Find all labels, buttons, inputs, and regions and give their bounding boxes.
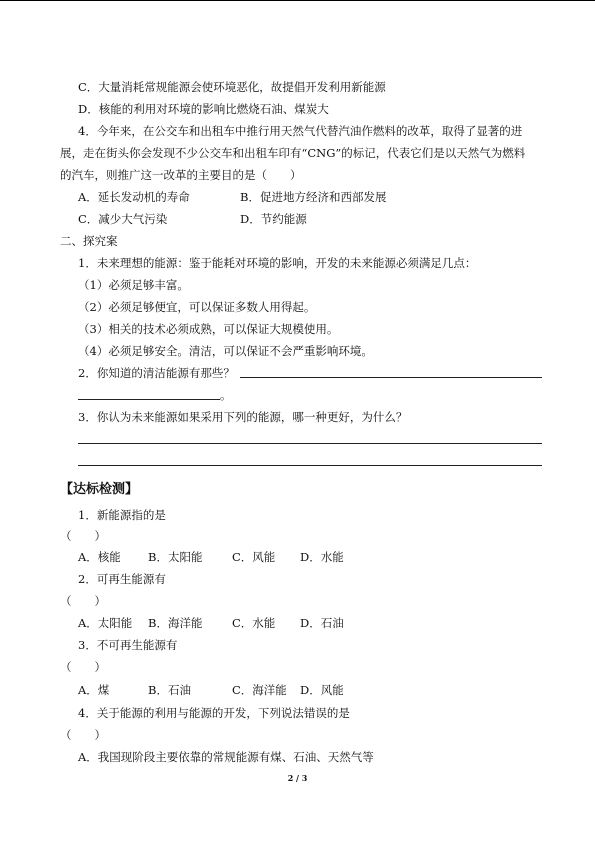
- condition-2: （2）必须足够便宜，可以保证多数人用得起。: [78, 300, 316, 314]
- answer-line-2a[interactable]: [240, 377, 542, 378]
- item2-period: 。: [220, 388, 232, 402]
- test-q1-option-b: B．太阳能: [148, 550, 203, 564]
- answer-line-2b[interactable]: [78, 399, 220, 400]
- q4-option-b: B．促进地方经济和西部发展: [240, 190, 387, 204]
- q4-option-d: D．节约能源: [240, 212, 307, 226]
- test-q3-option-c: C．海洋能: [232, 683, 287, 697]
- test-title: 【达标检测】: [60, 482, 139, 497]
- test-q3-option-b: B．石油: [148, 683, 191, 697]
- q4-option-a: A．延长发动机的寿命: [78, 190, 190, 204]
- q3-option-d: D．核能的利用对环境的影响比燃烧石油、煤炭大: [78, 102, 329, 116]
- condition-4: （4）必须足够安全。清洁，可以保证不会严重影响环境。: [78, 344, 373, 358]
- test-q4-stem: 4．关于能源的利用与能源的开发，下列说法错误的是: [78, 706, 350, 720]
- test-q4-option-a: A．我国现阶段主要依靠的常规能源有煤、石油、天然气等: [78, 750, 374, 764]
- inquiry-item-1: 1．未来理想的能源：鉴于能耗对环境的影响，开发的未来能源必须满足几点：: [78, 256, 477, 270]
- test-q2-paren: （ ）: [60, 594, 106, 608]
- q4-option-c: C．减少大气污染: [78, 212, 168, 226]
- q4-line-1: 4．今年来，在公交车和出租车中推行用天然气代替汽油作燃料的改革，取得了显著的进: [78, 124, 523, 138]
- test-q1-paren: （ ）: [60, 529, 106, 543]
- test-q1-option-a: A．核能: [78, 550, 121, 564]
- test-q2-option-d: D．石油: [300, 616, 344, 630]
- q4-line-3: 的汽车，则推广这一改革的主要目的是（ ）: [60, 168, 302, 182]
- test-q2-stem: 2．可再生能源有: [78, 572, 166, 586]
- test-q4-paren: （ ）: [60, 728, 106, 742]
- test-q3-stem: 3．不可再生能源有: [78, 638, 178, 652]
- test-q2-option-a: A．太阳能: [78, 616, 133, 630]
- q4-line-2: 展，走在街头你会发现不少公交车和出租车印有“CNG”的标记，代表它们是以天然气为燃料: [60, 146, 526, 160]
- test-q1-option-c: C．风能: [232, 550, 276, 564]
- test-q2-option-c: C．水能: [232, 616, 276, 630]
- inquiry-title: 二、探究案: [60, 234, 118, 248]
- test-q3-paren: （ ）: [60, 660, 106, 674]
- q3-option-c: C．大量消耗常规能源会使环境恶化，故提倡开发利用新能源: [78, 80, 386, 94]
- test-q3-option-d: D．风能: [300, 683, 344, 697]
- test-q1-stem: 1．新能源指的是: [78, 508, 166, 522]
- header-rule: [0, 0, 595, 1]
- inquiry-item-3: 3．你认为未来能源如果采用下列的能源，哪一种更好，为什么？: [78, 410, 408, 424]
- answer-line-3a[interactable]: [78, 443, 542, 444]
- test-q2-option-b: B．海洋能: [148, 616, 203, 630]
- condition-3: （3）相关的技术必须成熟，可以保证大规模使用。: [78, 322, 339, 336]
- condition-1: （1）必须足够丰富。: [78, 278, 189, 292]
- test-q3-option-a: A．煤: [78, 683, 110, 697]
- inquiry-item-2: 2．你知道的清洁能源有那些？: [78, 366, 235, 380]
- page-number: 2 / 3: [287, 773, 308, 783]
- answer-line-3b[interactable]: [78, 465, 542, 466]
- test-q1-option-d: D．水能: [300, 550, 344, 564]
